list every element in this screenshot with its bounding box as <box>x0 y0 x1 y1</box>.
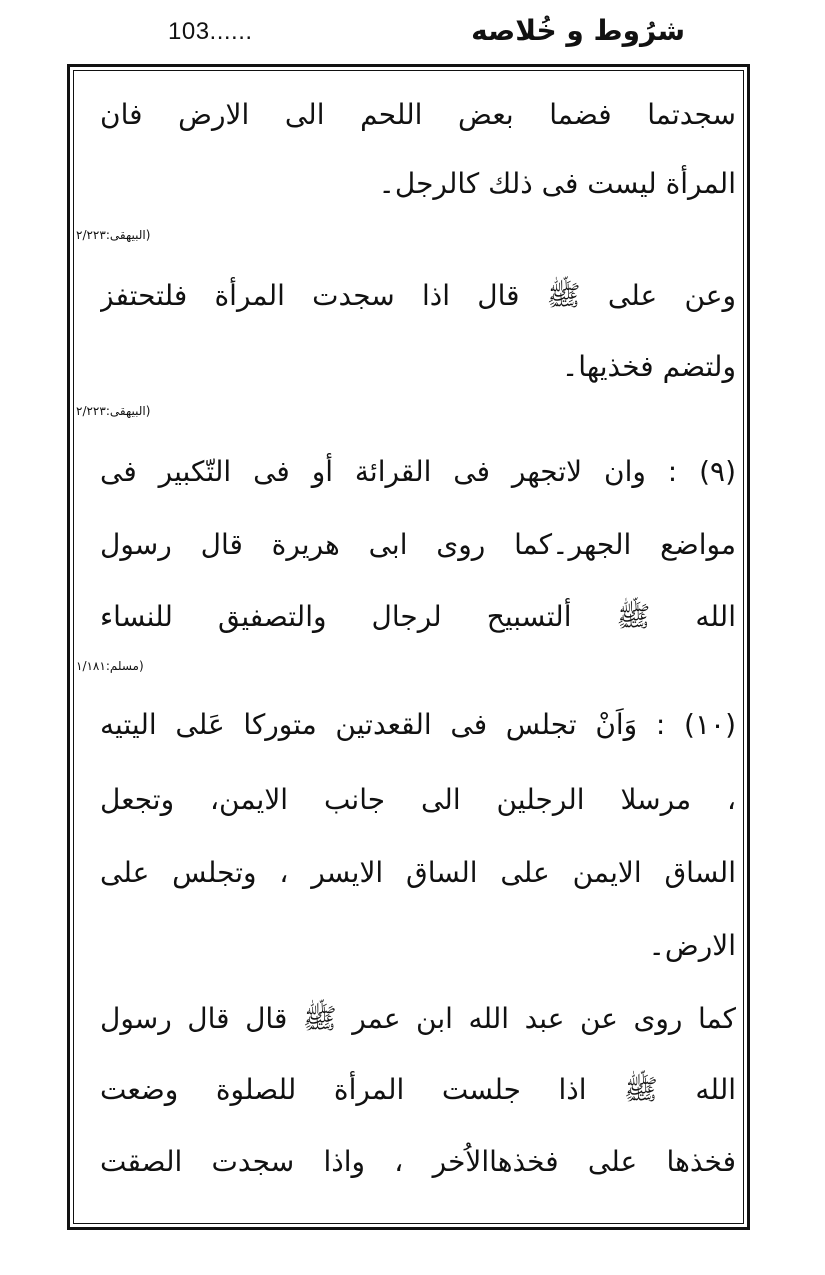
reference-note-2: (البيهقی:۲/۲۲۳ <box>76 404 151 418</box>
body-line-7: الله ﷺ ألتسبيح لرجال والتصفيق للنساء <box>100 600 736 633</box>
reference-note-1: (البيهقی:۲/۲۲۳ <box>76 228 151 242</box>
body-line-14: فخذها على فخذهاالاُخر ، واذا سجدت الصقت <box>100 1145 736 1178</box>
body-line-10: الساق الايمن على الساق الايسر ، وتجلس على <box>100 856 736 889</box>
body-line-4: ولتضم فخذيها۔ <box>561 350 736 383</box>
body-line-2: المرأة ليست فی ذلك كالرجل۔ <box>378 167 736 200</box>
body-line-6: مواضع الجهر۔كما روی ابی هريرة قال رسول <box>100 528 736 561</box>
page-frame-inner <box>73 70 744 1224</box>
body-line-9: ، مرسلا الرجلين الى جانب الايمن، وتجعل <box>100 783 736 816</box>
body-line-3: وعن على ﷺ قال اذا سجدت المرأة فلتحتفز <box>100 279 736 312</box>
body-line-12: كما روی عن عبد الله ابن عمر ﷺ قال قال رسول <box>100 1002 736 1035</box>
reference-note-3: (مسلم:۱/۱۸۱ <box>76 659 144 673</box>
body-line-5: (۹) : وان لاتجهر فی القرائة أو فی التّكبير فی <box>100 455 736 488</box>
body-line-13: الله ﷺ اذا جلست المرأة للصلوة وضعت <box>100 1073 736 1106</box>
body-line-11: الارض۔ <box>648 929 736 962</box>
body-line-1: سجدتما فضما بعض اللحم الى الارض فان <box>100 98 736 131</box>
page-number: 103...... <box>168 18 253 45</box>
running-title: شرُوط و خُلاصه <box>471 14 685 47</box>
body-line-8: (۱۰) : وَاَنْ تجلس فی القعدتين متوركا عَلى اليتيه <box>100 708 736 741</box>
